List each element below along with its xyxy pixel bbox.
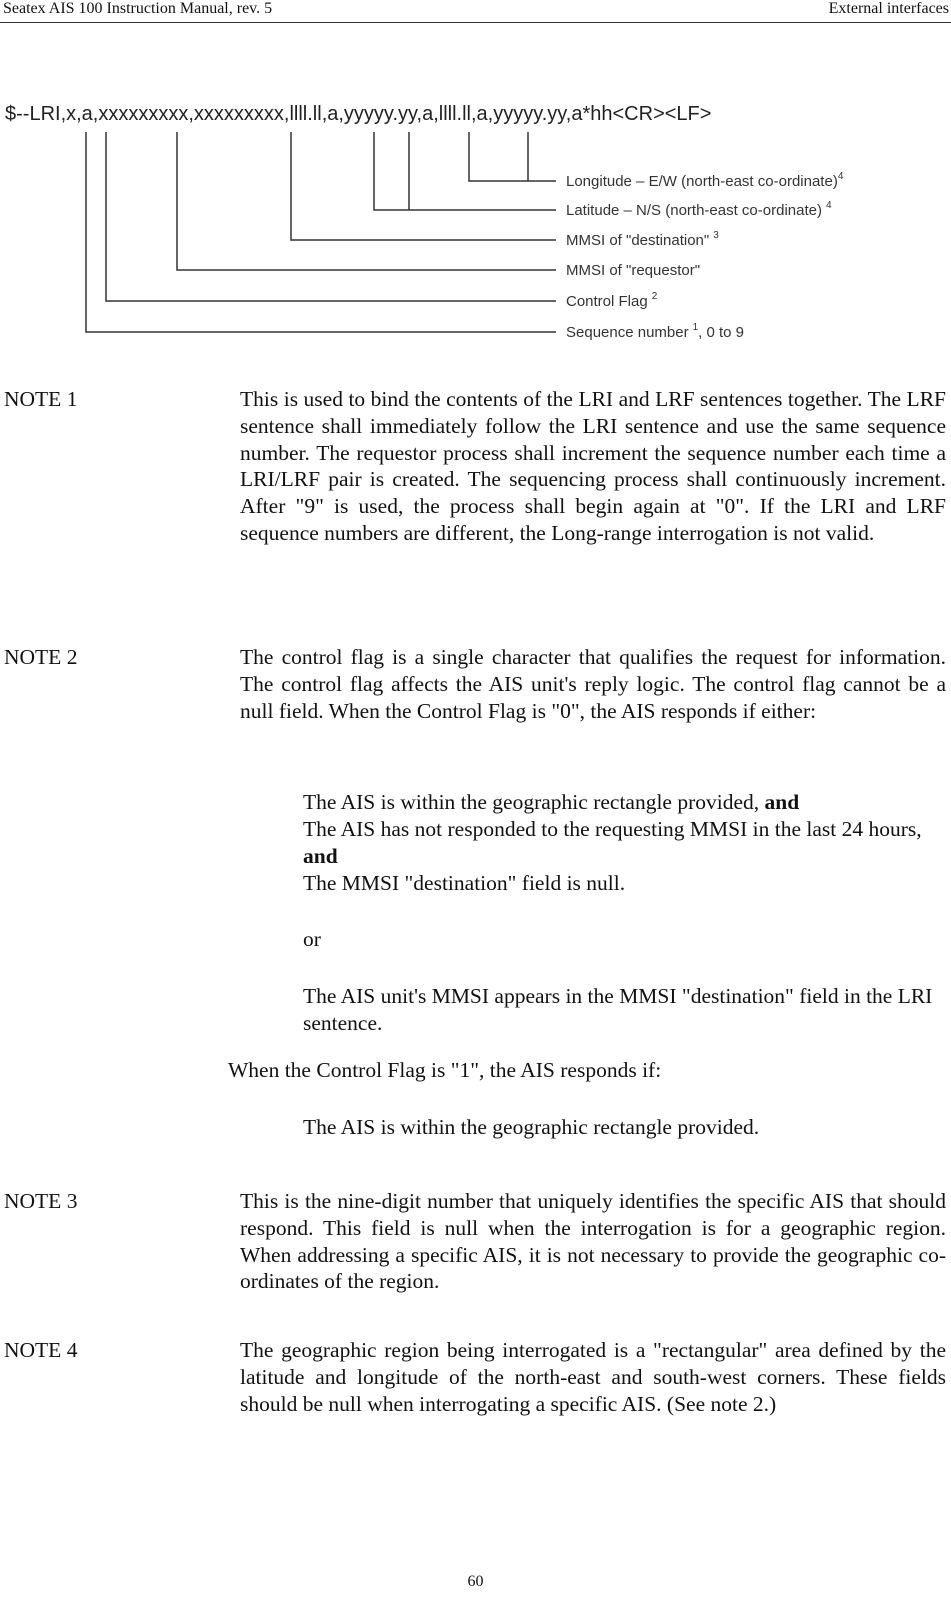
note-4-label: NOTE 4 <box>4 1338 78 1362</box>
label-latitude: Latitude – N/S (north-east co-ordinate) $^4$ <box>566 200 832 219</box>
label-mmsi-destination: MMSI of "destination" $^3$ <box>566 230 719 249</box>
condition-mmsi-destination: The AIS unit's MMSI appears in the MMSI "destination" field in the LRI sentence. <box>303 984 933 1035</box>
manual-title: Seatex AIS 100 Instruction Manual, rev. 5 <box>3 0 273 17</box>
page-header <box>0 0 951 23</box>
diagram-leader-lines <box>86 132 556 332</box>
note-1-text: This is used to bind the contents of the LRI and LRF sentences together. The LRF sentence shall immediately follow the LRI sentence and use the same sequence number. The requestor process shall increment the sequence number each time a LRI/LRF pair is created. The sequencing process shall continuously increment. After "9" is used, the process shall begin again at "0". If the LRI and LRF sequence numbers are different, the Long-range interrogation is not valid. <box>240 387 946 545</box>
note-2-label: NOTE 2 <box>4 645 78 669</box>
note-2-text: The control flag is a single character that qualifies the request for information. The control flag affects the AIS unit's reply logic. The control flag cannot be a null field. When the Control Flag is "0", the AIS responds if either: <box>240 645 946 723</box>
label-longitude: Longitude – E/W (north-east co-ordinate)$^4$ <box>566 171 844 190</box>
note-3-text: This is the nine-digit number that uniquely identifies the specific AIS that should respond. This field is null when the interrogation is for a geographic region. When addressing a specific AIS, it is not necessary to provide the geographic co-ordinates of the region. <box>240 1189 946 1294</box>
lri-sentence-format: $--LRI,x,a,xxxxxxxxx,xxxxxxxxx,llll.ll,a,yyyyy.yy,a,llll.ll,a,yyyyy.yy,a*hh<CR><LF> <box>5 103 712 125</box>
section-title: External interfaces <box>828 0 949 17</box>
note-4-text: The geographic region being interrogated is a "rectangular" area defined by the latitude and longitude of the north-east and south-west corners. These fields should be null when interrogating a specific AIS. (See note 2.) <box>240 1338 946 1416</box>
condition-not-responded: The AIS has not responded to the requesting MMSI in the last 24 hours, and <box>303 817 922 868</box>
label-mmsi-requestor: MMSI of "requestor" <box>566 262 701 279</box>
condition-rectangle-only: The AIS is within the geographic rectangle provided. <box>303 1115 760 1139</box>
or-text: or <box>303 927 321 951</box>
control-flag-1-text: When the Control Flag is "1", the AIS responds if: <box>228 1058 662 1082</box>
page-number: 60 <box>467 1573 484 1590</box>
label-control-flag: Control Flag $^2$ <box>566 291 658 310</box>
lri-sentence-diagram <box>0 92 951 352</box>
condition-rectangle: The AIS is within the geographic rectangle provided, and <box>303 790 800 814</box>
note-1-label: NOTE 1 <box>4 387 78 411</box>
condition-destination-null: The MMSI "destination" field is null. <box>303 871 626 895</box>
note-3-label: NOTE 3 <box>4 1189 78 1213</box>
label-sequence-number: Sequence number $^1$, 0 to 9 <box>566 322 745 341</box>
